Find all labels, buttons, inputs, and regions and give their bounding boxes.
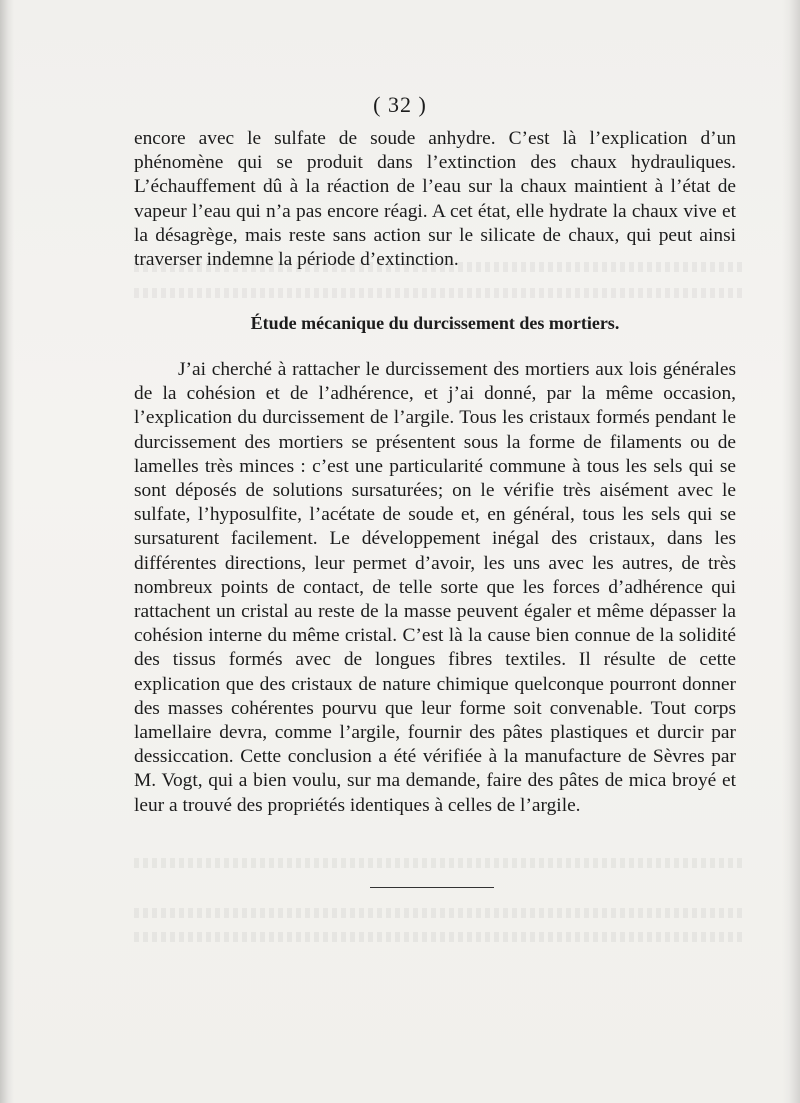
section-heading: Étude mécanique du durcissement des mortiers. xyxy=(250,313,620,333)
show-through-bleed xyxy=(134,288,744,298)
show-through-bleed xyxy=(134,858,744,868)
page-right-edge-shadow xyxy=(782,0,800,1103)
show-through-bleed xyxy=(134,932,744,942)
paragraph-main: J’ai cherché à rattacher le durcissement des mortiers aux lois générales de la cohésion et de l’adhérence, et j’ai donné, par la même occasion, l’explication du durcissement de l’argile. Tous les cristaux formés pendant le durcissement des mortiers se présentent sous la forme de filaments ou de lamelles très minces : c’est une particularité commune à tous les sels qui se sont déposés de solutions sursaturées; on le vérifie très aisément avec le sulfate, l’hyposulfite, l’acétate de soude et, en général, tous les sels qui se sursaturent facilement. Le développement inégal des cristaux, dans les différentes directions, leur permet d’avoir, les uns avec les autres, de très nombreux points de contact, de telle sorte que les forces d’adhérence qui rattachent un cristal au reste de la masse peuvent égaler et même dépasser la cohésion interne du même cristal. C’est là la cause bien connue de la solidité des tissus formés avec de longues fibres textiles. Il résulte de cette explication que des cristaux de nature chimique quelconque pourront donner des masses cohérentes pourvu que leur forme soit convenable. Tout corps lamellaire devra, comme l’argile, fournir des pâtes plastiques et durcir par dessiccation. Cette conclusion a été vérifiée à la manufacture de Sèvres par M. Vogt, qui a bien voulu, sur ma demande, faire des pâtes de mica broyé et leur a trouvé des propriétés identiques à celles de l’argile. xyxy=(134,359,736,816)
page-left-edge-shadow xyxy=(0,0,14,1103)
paragraph-continuation: encore avec le sulfate de soude anhydre. C’est là l’explication d’un phénomène qui se produit dans l’extinction des chaux hydrauliques. L’échauffement dû à la réaction de l’eau sur la chaux maintient à l’état de vapeur l’eau qui n’a pas encore réagi. A cet état, elle hydrate la chaux vive et la désagrège, mais reste sans action sur le silicate de chaux, qui peut ainsi traverser indemne la période d’extinction. xyxy=(134,128,736,271)
section-end-rule xyxy=(370,887,494,888)
show-through-bleed xyxy=(134,908,744,918)
page-number: ( 32 ) xyxy=(373,92,427,117)
